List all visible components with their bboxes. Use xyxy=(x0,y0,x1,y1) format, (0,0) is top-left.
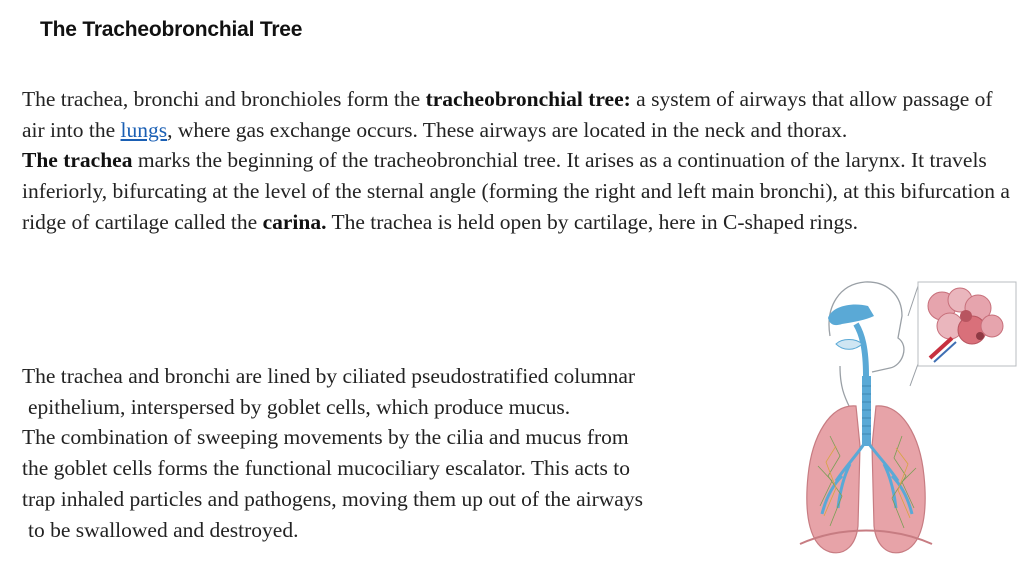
epithelium-line: epithelium, interspersed by goblet cells, which produce mucus. xyxy=(28,394,571,419)
epithelium-text xyxy=(22,361,782,545)
epithelium-line: trap inhaled particles and pathogens, moving them up out of the airways xyxy=(22,486,643,511)
respiratory-system-icon xyxy=(770,276,1020,576)
intro-paragraph-1 xyxy=(22,84,1012,145)
intro-paragraph-2 xyxy=(22,145,1012,237)
intro-text-run: , where gas exchange occurs. These airways are located in the neck and thorax. xyxy=(167,117,848,142)
epithelium-line: to be swallowed and destroyed. xyxy=(28,517,299,542)
intro-text xyxy=(22,84,1012,238)
intro-text-run: The trachea is held open by cartilage, here in C-shaped rings. xyxy=(326,209,859,234)
neck-outline xyxy=(840,366,850,408)
term-carina: carina. xyxy=(262,209,327,234)
term-trachea: The trachea xyxy=(22,148,133,173)
intro-text-run: The trachea, bronchi and bronchioles form the xyxy=(22,87,426,111)
nasal-cavity xyxy=(828,305,874,326)
epithelium-line: The combination of sweeping movements by the cilia and mucus from xyxy=(22,425,629,450)
term-tracheobronchial-tree: tracheobronchial tree: xyxy=(425,87,631,111)
lungs-link[interactable]: lungs xyxy=(120,117,168,142)
page-title: The Tracheobronchial Tree xyxy=(40,18,303,41)
intro-text-run: marks the beginning of the tracheobronchial tree. It arises as a continuation of the larynx. It travels inferiorly, bifurcating at the level of the sternal angle (forming the right and left main bronchi), at this bifurcation a ridge of cartilage called the xyxy=(22,148,1010,234)
pharynx xyxy=(856,324,866,376)
epithelium-line: the goblet cells forms the functional mucociliary escalator. This acts to xyxy=(22,456,630,481)
mouth-cavity xyxy=(836,340,862,350)
epithelium-line: The trachea and bronchi are lined by ciliated pseudostratified columnar xyxy=(22,364,636,388)
intro-text-run: a system of airways that allow passage of air into the xyxy=(22,87,993,142)
